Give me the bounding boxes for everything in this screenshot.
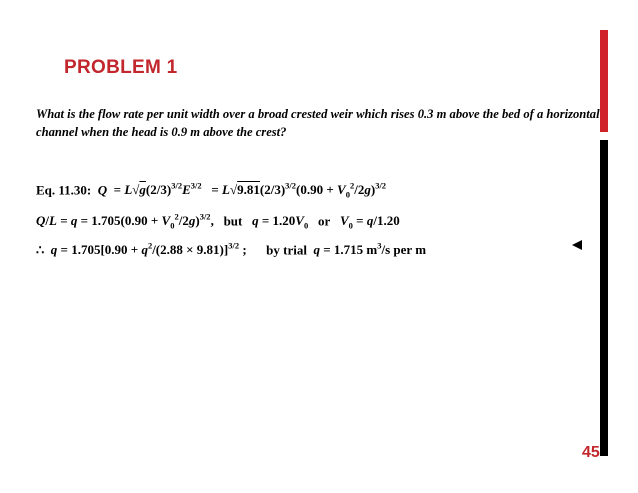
- accent-bar-black: [600, 140, 608, 456]
- eq2-but: but: [223, 213, 243, 229]
- eq1-rhs1: = $L√g(2/3)^{3/2}E^{3/2}$: [113, 181, 202, 198]
- eq2-or: or: [317, 213, 331, 229]
- left-arrow-icon: [572, 240, 582, 250]
- eq2-rel1: $q = 1.20V_0$: [252, 213, 309, 231]
- eq1-lhs: Q: [97, 182, 108, 198]
- equation-line-1: [36, 181, 386, 200]
- eq2-rel2: $V_0 = q/1.20$: [339, 213, 400, 231]
- equation-line-2: [36, 212, 400, 231]
- eq3-result: q = 1.715 $m^3/s$ per m: [313, 241, 427, 258]
- eq1-rhs2: = $L√9.81(2/3)^{3/2}(0.90 + V_0^2/2g)^{3/2}$: [211, 181, 387, 200]
- eq3-trial-label: by trial: [266, 242, 307, 258]
- slide-title: PROBLEM 1: [64, 57, 178, 78]
- eq3-main: $q = 1.705[0.90 + q^2/(2.88 \times 9.81)]^{3/2}$ ;: [50, 241, 247, 258]
- eq1-label: Eq. 11.30:: [36, 182, 92, 198]
- equation-line-3: [36, 241, 426, 258]
- therefore-symbol: ∴: [36, 242, 45, 258]
- problem-statement: What is the flow rate per unit width over a broad crested weir which rises 0.3 m above the bed of a horizontal channel when the head is 0.9 m above the crest?: [36, 107, 600, 139]
- page-number: 45: [582, 444, 600, 461]
- eq2-main: $Q/L = q = 1.705(0.90 + V_0^2/2g)^{3/2}$,: [36, 212, 214, 231]
